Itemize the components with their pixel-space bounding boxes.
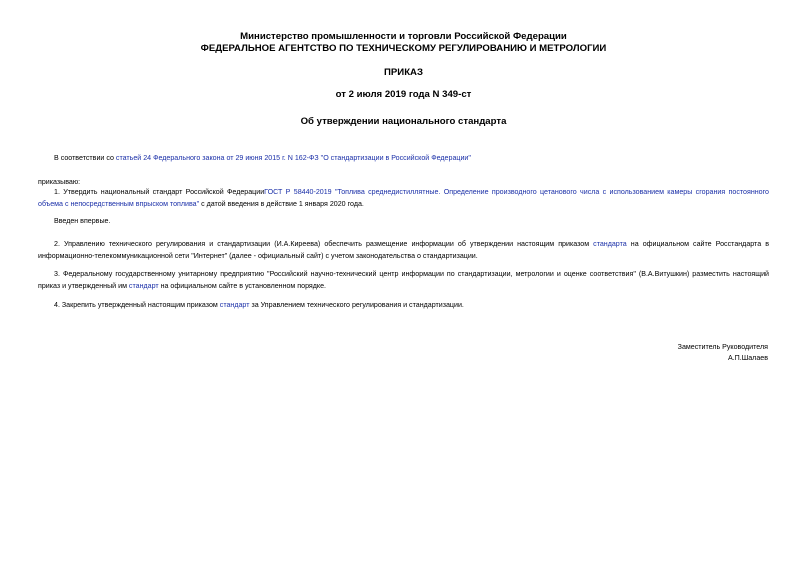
- item-1-paragraph: [38, 187, 769, 210]
- signatory-position: Заместитель Руководителя: [677, 343, 768, 351]
- gost-standard-link[interactable]: ГОСТ Р 58440-2019 "Топлива среднедистиллятные. Определение производного цетанового числа с использованием камеры сгорания постоянного объема с непосредственным впрыском топлива": [38, 188, 769, 208]
- federal-law-link[interactable]: статьей 24 Федерального закона от 29 июня 2015 г. N 162-ФЗ "О стандартизации в Российской Федерации": [115, 154, 471, 162]
- document-type: ПРИКАЗ: [384, 67, 423, 78]
- item-3-suffix: на официальном сайте в установленном порядке.: [158, 281, 327, 290]
- order-word: приказываю:: [38, 178, 81, 186]
- item-2-paragraph: [38, 239, 769, 262]
- preamble-text: В соответствии со: [54, 154, 116, 162]
- item-1-suffix: с датой введения в действие 1 января 2020 года.: [199, 199, 364, 208]
- item-1-text: 1. Утвердить национальный стандарт Российской Федерации: [54, 188, 265, 196]
- preamble-paragraph: [38, 153, 769, 165]
- item-4-suffix: за Управлением технического регулирования и стандартизации.: [249, 301, 464, 309]
- document-date-number: от 2 июля 2019 года N 349-ст: [335, 89, 472, 100]
- signatory-name: А.П.Шалаев: [727, 354, 768, 362]
- item-4-text: 4. Закрепить утвержденный настоящим приказом: [54, 301, 220, 309]
- standard-link-item-2[interactable]: стандарта: [593, 240, 627, 248]
- document-title: Об утверждении национального стандарта: [300, 116, 507, 127]
- standard-link-item-3[interactable]: стандарт: [128, 281, 159, 290]
- introduced-note: Введен впервые.: [54, 217, 111, 225]
- item-2-text: 2. Управлению технического регулирования и стандартизации (И.А.Киреева) обеспечить размещение информации об утверждении настоящим приказом: [54, 240, 594, 248]
- item-4-paragraph: [38, 300, 769, 312]
- item-2-suffix: на официальном сайте Росстандарта в информационно-телекоммуникационной сети "Интернет" (далее - официальный сайт) с учетом законодательства о стандартизации.: [38, 240, 769, 260]
- item-3-text: 3. Федеральному государственному унитарному предприятию "Российский научно-технический центр информации по стандартизации, метрологии и оценке соответствия" (В.А.Витушкин) разместить настоящий приказ и утвержденный им: [38, 270, 769, 290]
- agency-name: ФЕДЕРАЛЬНОЕ АГЕНТСТВО ПО ТЕХНИЧЕСКОМУ РЕГУЛИРОВАНИЮ И МЕТРОЛОГИИ: [200, 43, 607, 54]
- ministry-name: Министерство промышленности и торговли Российской Федерации: [240, 31, 567, 42]
- item-3-paragraph: [38, 269, 769, 292]
- standard-link-item-4[interactable]: стандарт: [219, 301, 250, 309]
